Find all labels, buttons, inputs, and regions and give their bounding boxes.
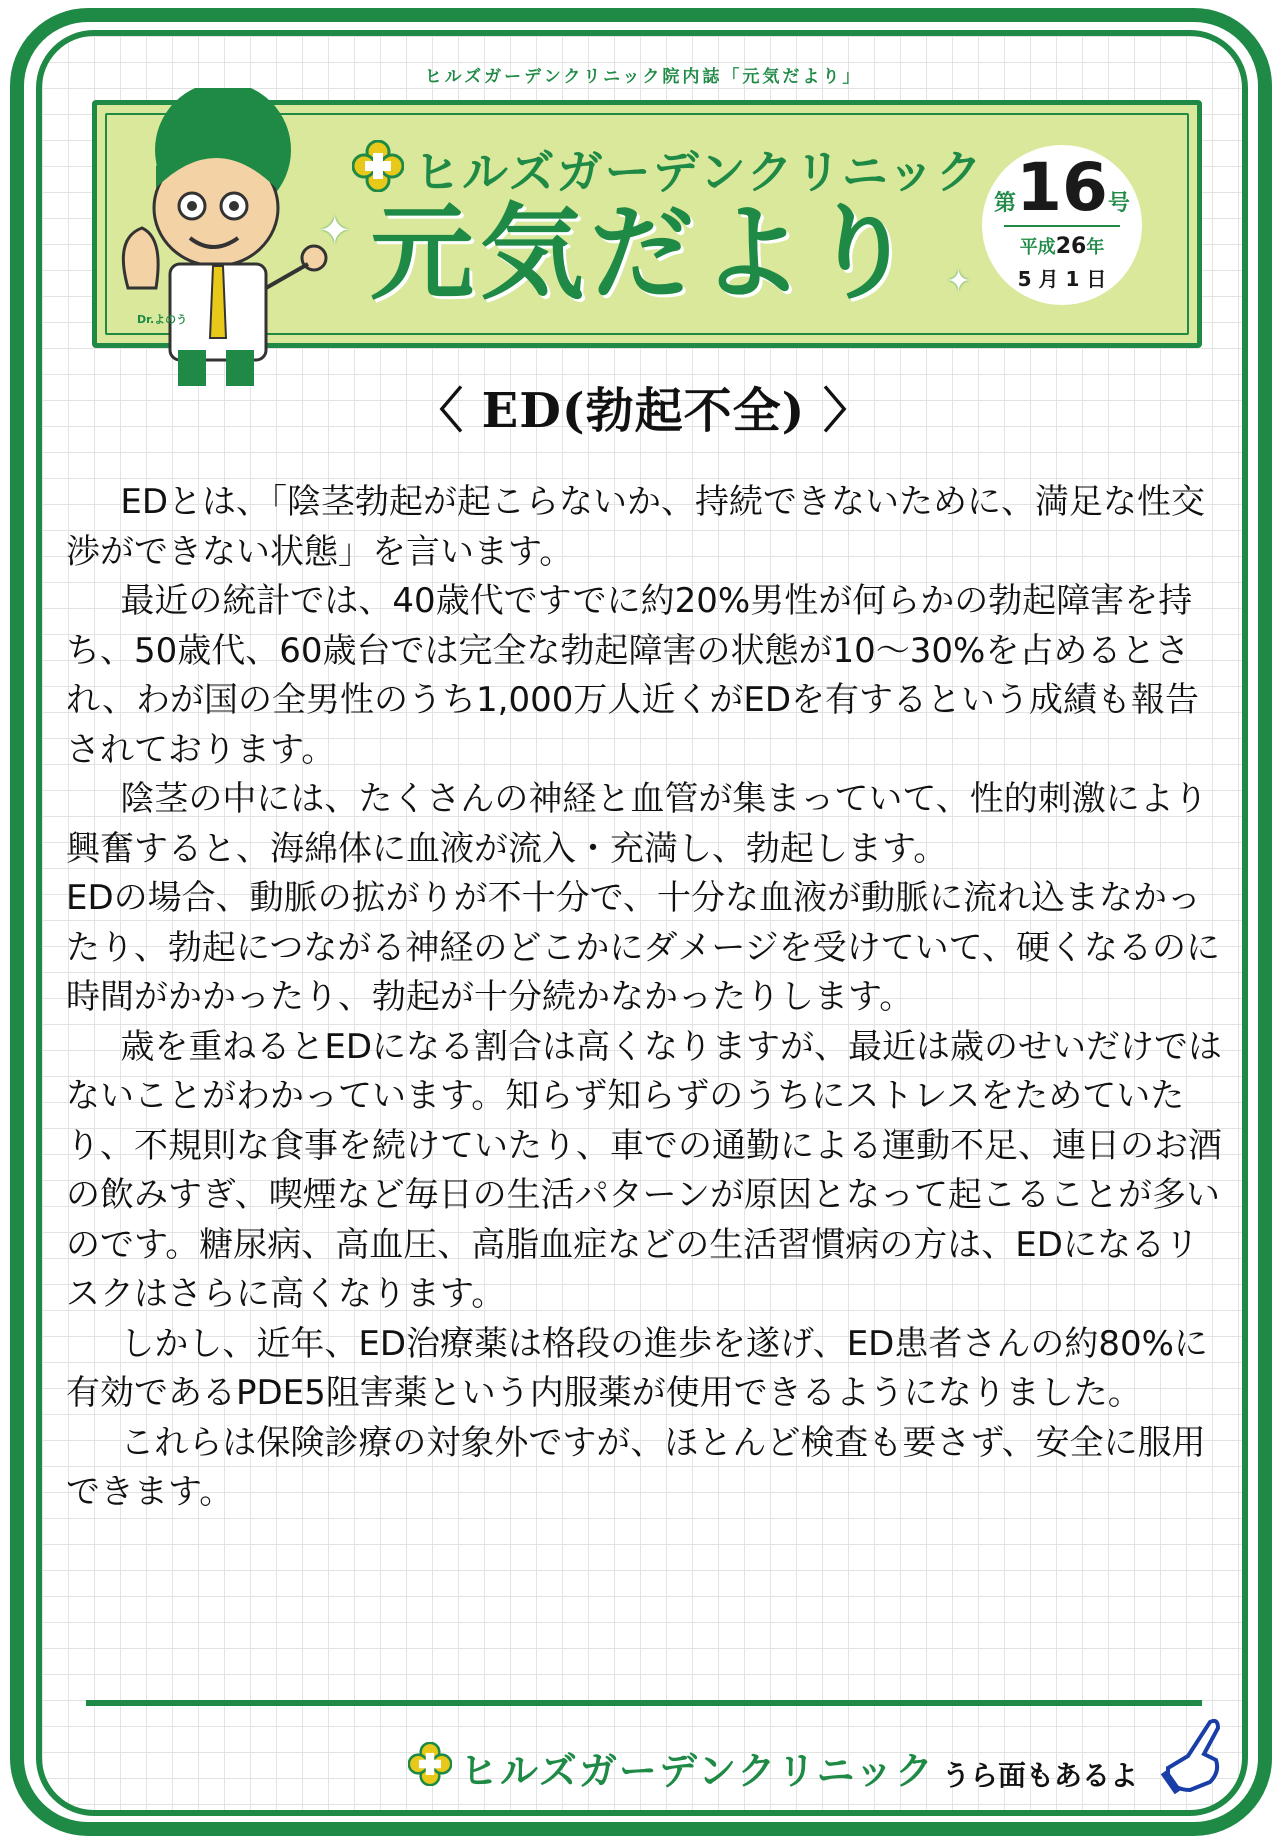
issue-month: 5	[1017, 267, 1032, 291]
sparkle-icon: ✦	[946, 264, 972, 299]
doctor-mascot	[108, 88, 338, 388]
back-page-note: うら面もあるよ	[942, 1759, 1139, 1792]
issue-prefix: 第	[994, 191, 1017, 216]
pointing-hand-icon	[1160, 1716, 1226, 1796]
sparkle-icon: ✦	[318, 208, 352, 254]
clover-cross-logo-icon	[408, 1742, 452, 1786]
footer-divider	[86, 1700, 1202, 1706]
paragraph: 歳を重ねるとEDになる割合は高くなりますが、最近は歳のせいだけではないことがわかっています。知らず知らずのうちにストレスをためていたり、不規則な食事を続けていたり、車での通勤による運動不足、連日のお酒の飲みすぎ、喫煙など毎日の生活パターンが原因となって起こることが多いのです。糖尿病、高血圧、高脂血症などの生活習慣病の方は、EDになるリスクはさらに高くなります。	[66, 1026, 1223, 1314]
newsletter-subtitle: ヒルズガーデンクリニック院内誌「元気だより」	[424, 67, 863, 87]
newsletter-title: 元気だより	[370, 192, 921, 314]
issue-number: 16	[1016, 149, 1108, 226]
month-label: 月	[1038, 267, 1059, 291]
issue-suffix: 号	[1107, 191, 1130, 216]
paragraph: 陰茎の中には、たくさんの神経と血管が集まっていて、性的刺激により興奮すると、海綿体に血液が流入・充満し、勃起します。	[66, 779, 1208, 869]
issue-date	[982, 263, 1142, 292]
issue-day: 1	[1065, 267, 1080, 291]
article-body	[66, 478, 1226, 1518]
day-label: 日	[1086, 267, 1107, 291]
issue-badge	[982, 145, 1142, 305]
issue-number-row	[982, 149, 1142, 226]
footer-clinic-name: ヒルズガーデンクリニック	[460, 1749, 936, 1793]
era-year: 26	[1055, 234, 1087, 259]
issue-divider	[1004, 225, 1120, 227]
year-label: 年	[1086, 237, 1105, 258]
paragraph: EDとは、「陰茎勃起が起こらないか、持続できないために、満足な性交渉ができない状態」を言います。	[66, 482, 1206, 572]
mascot-label: Dr.よのう	[137, 313, 188, 326]
article-title: 〈 ED(勃起不全) 〉	[414, 383, 873, 439]
era-label: 平成	[1019, 237, 1056, 258]
clinic-name: ヒルズガーデンクリニック	[414, 145, 985, 199]
paragraph: しかし、近年、ED治療薬は格段の進歩を遂げ、ED患者さんの約80%に有効であるPDE5阻害薬という内服薬が使用できるようになりました。	[66, 1323, 1208, 1413]
paragraph: これらは保険診療の対象外ですが、ほとんど検査も要さず、安全に服用できます。	[66, 1422, 1206, 1512]
paragraph: 最近の統計では、40歳代ですでに約20%男性が何らかの勃起障害を持ち、50歳代、60歳台では完全な勃起障害の状態が10〜30%を占めるとされ、わが国の全男性のうち1,000万人近くがEDを有するという成績も報告されております。	[66, 581, 1200, 770]
paragraph: EDの場合、動脈の拡がりが不十分で、十分な血液が動脈に流れ込まなかったり、勃起につながる神経のどこかにダメージを受けていて、硬くなるのに時間がかかったり、勃起が十分続かなかったりします。	[66, 878, 1220, 1017]
issue-era	[982, 233, 1142, 259]
clover-cross-logo-icon	[352, 140, 404, 192]
